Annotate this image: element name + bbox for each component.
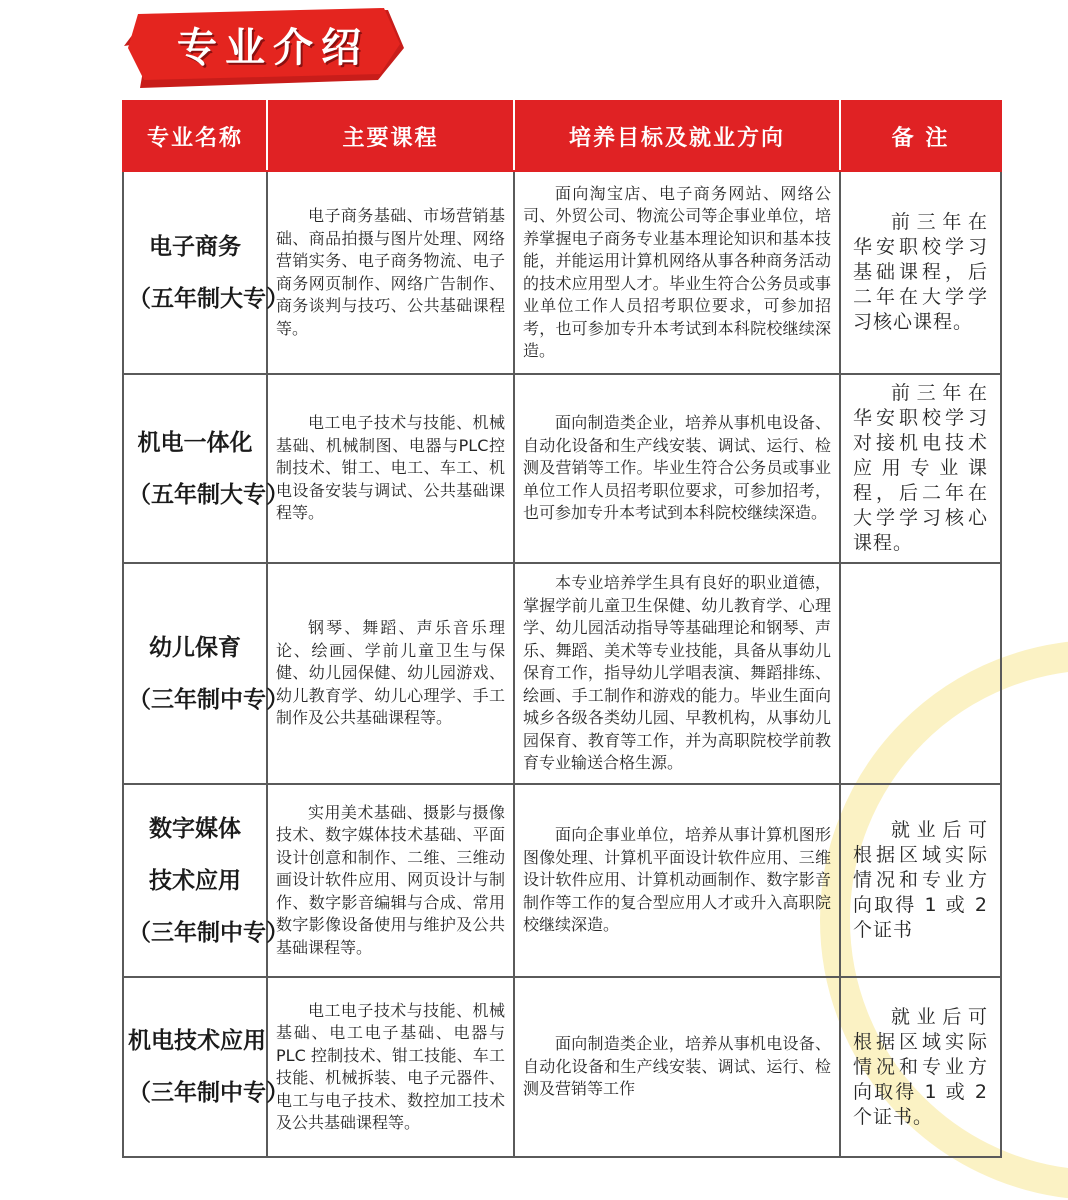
major-name-cell <box>123 977 289 1157</box>
majors-table <box>122 100 1002 1158</box>
note-cell <box>840 563 1001 784</box>
table-row <box>123 563 1001 784</box>
major-name-cell <box>123 784 289 977</box>
major-name-line-2: 技术应用 <box>149 867 241 894</box>
table-row <box>123 171 1001 374</box>
courses-cell: 实用美术基础、摄影与摄像技术、数字媒体技术基础、平面设计创意和制作、二维、三维动画设计软件应用、网页设计与制作、数字影音编辑与合成、常用数字影像设备使用与维护及公共基础课程等。 <box>267 784 514 977</box>
major-name: 数字媒体 <box>149 815 241 842</box>
major-name-cell <box>123 374 289 563</box>
major-name: 机电一体化 <box>137 429 253 456</box>
major-name-cell <box>123 563 289 784</box>
major-name: 电子商务 <box>149 233 241 260</box>
goals-cell: 本专业培养学生具有良好的职业道德，掌握学前儿童卫生保健、幼儿教育学、心理学、幼儿园活动指导等基础理论和钢琴、声乐、舞蹈、美术等专业技能，具备从事幼儿保育工作，指导幼儿学唱表演、舞蹈排练、绘画、手工制作和游戏的能力。毕业生面向城乡各级各类幼儿园、早教机构，从事幼儿园保育、教育等工作，并为高职院校学前教育专业输送合格生源。 <box>514 563 840 784</box>
major-duration: （三年制中专） <box>128 686 289 713</box>
header-goals: 培养目标及就业方向 <box>514 101 840 171</box>
major-name: 幼儿保育 <box>149 634 241 661</box>
courses-cell: 电工电子技术与技能、机械基础、电工电子基础、电器与 PLC 控制技术、钳工技能、车工技能、机械拆装、电子元器件、电工与电子技术、数控加工技术及公共基础课程等。 <box>267 977 514 1157</box>
goals-cell: 面向制造类企业，培养从事机电设备、自动化设备和生产线安装、调试、运行、检测及营销等工作 <box>514 977 840 1157</box>
title-banner <box>118 8 408 88</box>
header-notes: 备 注 <box>840 101 1001 171</box>
courses-cell: 电子商务基础、市场营销基础、商品拍摄与图片处理、网络营销实务、电子商务物流、电子商务网页制作、网络广告制作、商务谈判与技巧、公共基础课程等。 <box>267 171 514 374</box>
major-duration: （三年制中专） <box>128 919 289 946</box>
table-row <box>123 374 1001 563</box>
goals-cell: 面向淘宝店、电子商务网站、网络公司、外贸公司、物流公司等企事业单位，培养掌握电子商务专业基本理论知识和基本技能，并能运用计算机网络从事各种商务活动的技术应用型人才。毕业生符合公务员或事业单位工作人员招考职位要求，可参加招考，也可参加专升本考试到本科院校继续深造。 <box>514 171 840 374</box>
courses-cell: 电工电子技术与技能、机械基础、机械制图、电器与PLC控制技术、钳工、电工、车工、机电设备安装与调试、公共基础课程等。 <box>267 374 514 563</box>
page-title: 专业介绍 <box>177 24 369 71</box>
header-major-name: 专业名称 <box>123 101 267 171</box>
table-header-row <box>123 101 1001 171</box>
table-row <box>123 977 1001 1157</box>
header-main-courses: 主要课程 <box>267 101 514 171</box>
goals-cell: 面向制造类企业，培养从事机电设备、自动化设备和生产线安装、调试、运行、检测及营销等工作。毕业生符合公务员或事业单位工作人员招考职位要求，可参加招考，也可参加专升本考试到本科院校继续深造。 <box>514 374 840 563</box>
table-row <box>123 784 1001 977</box>
note-cell: 前三年在华安职校学习对接机电技术应用专业课程，后二年在大学学习核心课程。 <box>840 374 1001 563</box>
major-name-cell <box>123 171 289 374</box>
major-duration: （五年制大专） <box>128 285 289 312</box>
goals-cell: 面向企事业单位，培养从事计算机图形图像处理、计算机平面设计软件应用、三维设计软件应用、计算机动画制作、数字影音制作等工作的复合型应用人才或升入高职院校继续深造。 <box>514 784 840 977</box>
major-duration: （三年制中专） <box>128 1080 289 1106</box>
note-cell: 就业后可根据区域实际情况和专业方向取得 1 或 2 个证书。 <box>840 977 1001 1157</box>
major-name: 机电技术应用 <box>128 1028 266 1054</box>
courses-cell: 钢琴、舞蹈、声乐音乐理论、绘画、学前儿童卫生与保健、幼儿园保健、幼儿园游戏、幼儿教育学、幼儿心理学、手工制作及公共基础课程等。 <box>267 563 514 784</box>
major-duration: （五年制大专） <box>128 481 289 508</box>
note-cell: 就业后可根据区域实际情况和专业方向取得 1 或 2 个证书 <box>840 784 1001 977</box>
note-cell: 前三年在华安职校学习基础课程，后二年在大学学习核心课程。 <box>840 171 1001 374</box>
